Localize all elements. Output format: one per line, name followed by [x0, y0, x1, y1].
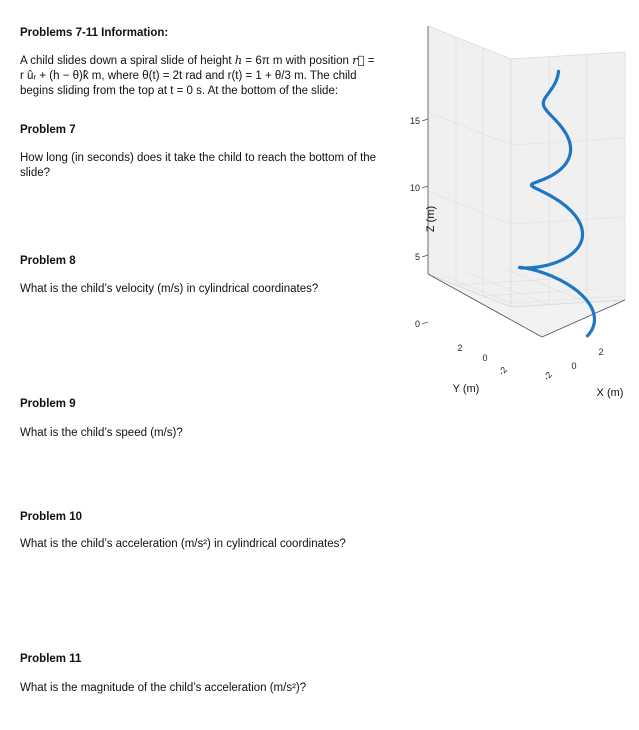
- x-axis-label: X (m): [596, 387, 624, 399]
- problem-8-title: Problem 8: [20, 255, 76, 267]
- problem-11-title: Problem 11: [20, 653, 82, 665]
- spiral-slide-plot: [409, 22, 639, 412]
- z-tick-label: 10: [409, 183, 420, 193]
- problem-7-question: How long (in seconds) does it take the child to reach the bottom of the slide?: [20, 152, 377, 179]
- intro-line-2: r ûᵣ + (h − θ)k̂ m, where θ(t) = 2t rad and r(t) = 1 + θ/3 m. The child: [20, 70, 357, 82]
- problem-10-title: Problem 10: [20, 511, 82, 523]
- problem-9-title: Problem 9: [20, 398, 76, 410]
- z-tick-label: 0: [414, 319, 420, 329]
- z-tick-label: 5: [414, 252, 420, 262]
- y-tick-label: 2: [457, 343, 463, 353]
- intro-block: [20, 26, 420, 99]
- problem-10-question: What is the child’s acceleration (m/s²) in cylindrical coordinates?: [20, 538, 346, 550]
- z-tick-label: 15: [409, 116, 420, 126]
- problem-7-title: Problem 7: [20, 124, 76, 136]
- problem-8-question: What is the child’s velocity (m/s) in cylindrical coordinates?: [20, 283, 319, 295]
- back-wall-left: [428, 26, 511, 307]
- z-axis-label: Z (m): [425, 205, 437, 233]
- intro-line-3: begins sliding from the top at t = 0 s. At the bottom of the slide:: [20, 85, 339, 97]
- y-tick-label: 0: [482, 353, 488, 363]
- x-tick-label: 2: [598, 347, 604, 357]
- x-tick-label: -2: [541, 369, 555, 383]
- problem-9-question: What is the child’s speed (m/s)?: [20, 427, 183, 439]
- y-axis-label: Y (m): [452, 383, 480, 395]
- y-tick-label: -2: [496, 364, 510, 378]
- x-tick-label: 0: [571, 361, 577, 371]
- intro-heading: Problems 7-11 Information:: [20, 27, 169, 39]
- intro-line-1: A child slides down a spiral slide of height h = 6π m with position r⃗ =: [20, 53, 375, 67]
- problem-11-question: What is the magnitude of the child’s acceleration (m/s²)?: [20, 682, 307, 694]
